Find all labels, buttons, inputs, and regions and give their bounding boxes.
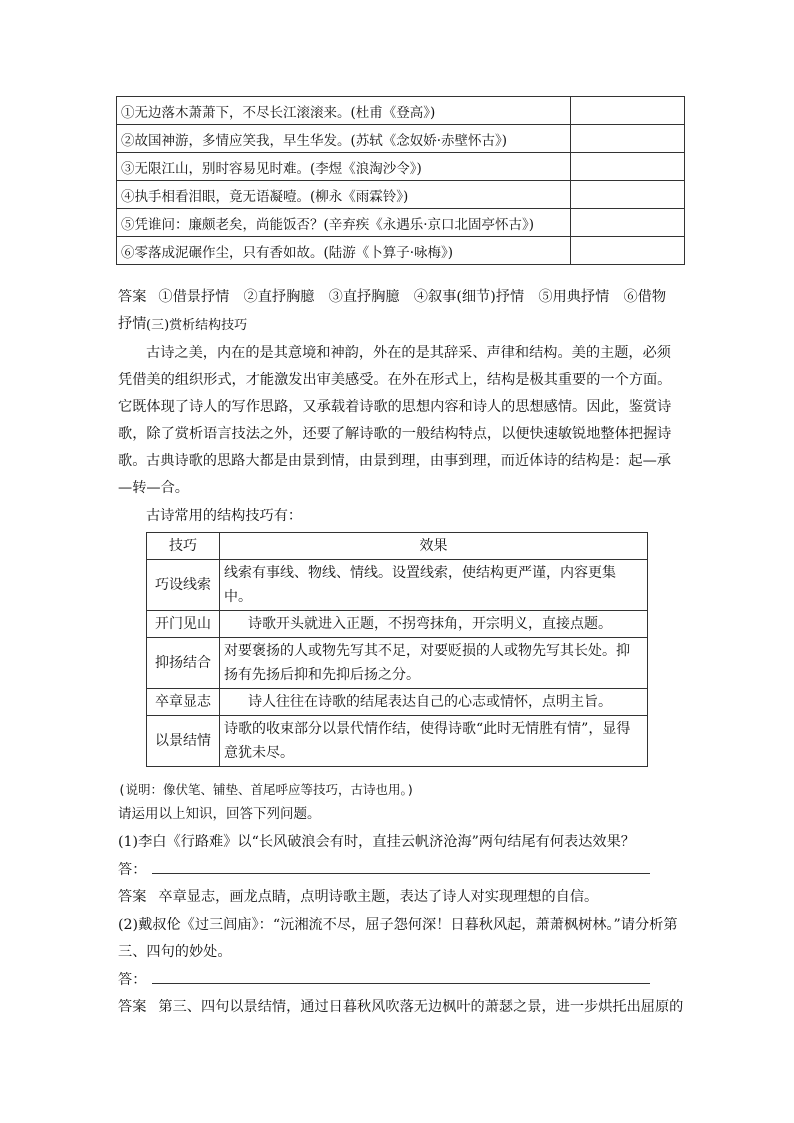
table-row bbox=[147, 689, 648, 716]
table-cell: ①无边落木萧萧下，不尽长江滚滚来。(杜甫《登高》) bbox=[117, 97, 571, 125]
technique-effect: 诗人往往在诗歌的结尾表达自己的心志或情怀，点明主旨。 bbox=[220, 689, 648, 716]
table-cell: ⑤凭谁问：廉颇老矣，尚能饭否？(辛弃疾《永遇乐·京口北固亭怀古》) bbox=[117, 209, 571, 237]
answer-label: 答案 bbox=[118, 889, 147, 905]
paragraph: 古典诗歌的思路大都是由景到情，由景到理，由事到理，而近体诗的结构是：起—承—转—合。 bbox=[118, 453, 671, 496]
answer-prompt: 答： bbox=[118, 862, 147, 878]
table-row bbox=[117, 125, 685, 153]
section-heading: (三)赏析结构技巧 bbox=[146, 318, 248, 333]
table-row bbox=[117, 181, 685, 209]
answer-label: 答案 bbox=[118, 999, 147, 1015]
table-row bbox=[117, 97, 685, 125]
answer-text: 第三、四句以景结情，通过日暮秋风吹落无边枫叶的萧瑟之景，进一步烘托出屈原的 bbox=[158, 999, 684, 1015]
note-text: (说明：像伏笔、铺垫、首尾呼应等技巧，古诗也用。) bbox=[118, 782, 415, 797]
technique-name: 抑扬结合 bbox=[147, 638, 220, 689]
answer-cell[interactable] bbox=[571, 153, 685, 181]
table-row bbox=[147, 560, 648, 611]
answer-text: 卒章显志，画龙点睛，点明诗歌主题，表达了诗人对实现理想的自信。 bbox=[158, 889, 599, 905]
column-header: 效果 bbox=[220, 533, 648, 560]
column-header: 技巧 bbox=[147, 533, 220, 560]
technique-effect: 线索有事线、物线、情线。设置线索，使结构更严谨，内容更集中。 bbox=[220, 560, 648, 611]
technique-effect: 对要褒扬的人或物先写其不足，对要贬损的人或物先写其长处。抑扬有先扬后抑和先抑后扬之分。 bbox=[220, 638, 648, 689]
table-cell: ⑥零落成泥碾作尘，只有香如故。(陆游《卜算子·咏梅》) bbox=[117, 237, 571, 265]
answer-cell[interactable] bbox=[571, 237, 685, 265]
technique-name: 巧设线索 bbox=[147, 560, 220, 611]
structure-technique-table bbox=[146, 532, 648, 767]
answer-line-2 bbox=[118, 967, 680, 994]
answer-text: ①借景抒情 ②直抒胸臆 ③直抒胸臆 ④叙事(细节)抒情 ⑤用典抒情 ⑥借物抒情 bbox=[118, 289, 667, 332]
technique-name: 开门见山 bbox=[147, 611, 220, 638]
table-row bbox=[117, 153, 685, 181]
answer-blank[interactable] bbox=[152, 969, 650, 984]
technique-name: 卒章显志 bbox=[147, 689, 220, 716]
answer-cell[interactable] bbox=[571, 181, 685, 209]
table-row bbox=[147, 716, 648, 767]
rhetoric-table bbox=[116, 96, 685, 265]
technique-name: 以景结情 bbox=[147, 716, 220, 767]
question-1: (1)李白《行路难》以“长风破浪会有时，直挂云帆济沧海”两句结尾有何表达效果？ bbox=[118, 834, 635, 850]
answer-label: 答案 bbox=[118, 289, 147, 305]
table-cell: ④执手相看泪眼，竟无语凝噎。(柳永《雨霖铃》) bbox=[117, 181, 571, 209]
technique-effect: 诗歌的收束部分以景代情作结，使得诗歌“此时无情胜有情”，显得意犹未尽。 bbox=[220, 716, 648, 767]
answer-2 bbox=[118, 884, 680, 911]
technique-effect: 诗歌开头就进入正题，不拐弯抹角，开宗明义，直接点题。 bbox=[220, 611, 648, 638]
table-row bbox=[147, 638, 648, 689]
answer-blank[interactable] bbox=[152, 859, 650, 874]
paragraph: 古诗之美，内在的是其意境和神韵，外在的是其辞采、声律和结构。美的主题，必须凭借美的组织形式，才能激发出审美感受。在外在形式上，结构是极其重要的一个方面。它既体现了诗人的写作思路，又承载着诗歌的思想内容和诗人的思想感情。因此，鉴赏诗歌，除了赏析语言技法之外，还要了解诗歌的一般结构特点，以便快速敏锐地整体把握诗歌。 bbox=[118, 345, 672, 469]
question-2: (2)戴叔伦《过三闾庙》：“沅湘流不尽，屈子怨何深！日暮秋风起，萧萧枫树林。”请分析第三、四句的妙处。 bbox=[118, 917, 678, 960]
answer-line-1 bbox=[118, 857, 680, 884]
answer-cell[interactable] bbox=[571, 125, 685, 153]
table-header-row bbox=[147, 533, 648, 560]
table-row bbox=[147, 611, 648, 638]
table-cell: ②故国神游，多情应笑我，早生华发。(苏轼《念奴娇·赤壁怀古》) bbox=[117, 125, 571, 153]
table-cell: ③无限江山，别时容易见时难。(李煜《浪淘沙令》) bbox=[117, 153, 571, 181]
answer-3 bbox=[118, 994, 684, 1021]
instruction-text: 请运用以上知识，回答下列问题。 bbox=[118, 806, 321, 822]
answer-cell[interactable] bbox=[571, 97, 685, 125]
table-row bbox=[117, 209, 685, 237]
paragraph: 古诗常用的结构技巧有： bbox=[146, 508, 303, 524]
table-row bbox=[117, 237, 685, 265]
answer-cell[interactable] bbox=[571, 209, 685, 237]
answer-prompt: 答： bbox=[118, 972, 147, 988]
